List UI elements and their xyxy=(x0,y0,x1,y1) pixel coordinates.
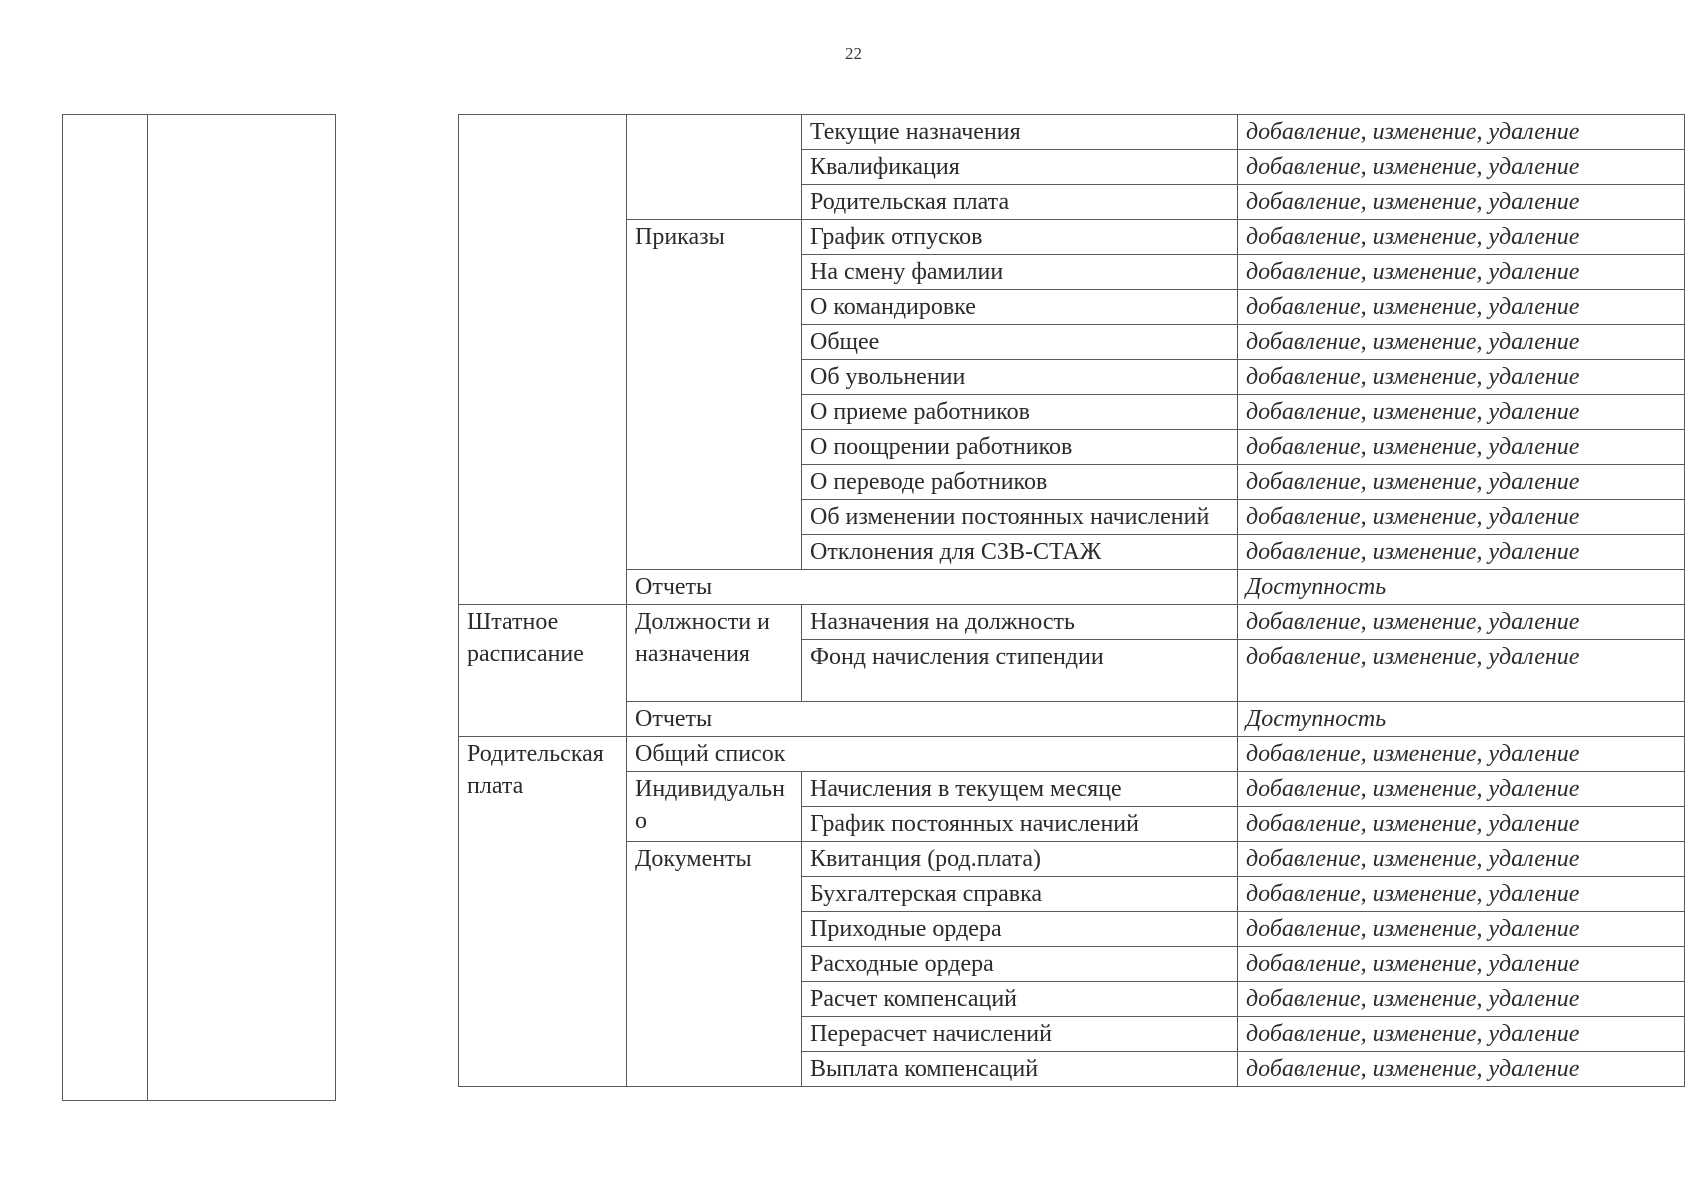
operations-cell: добавление, изменение, удаление xyxy=(1238,430,1685,465)
empty-column-1 xyxy=(63,115,148,1101)
item-name: График отпусков xyxy=(802,220,1238,255)
table-row xyxy=(459,220,1685,255)
item-name: Квитанция (род.плата) xyxy=(802,842,1238,877)
table-row xyxy=(459,772,1685,807)
rights-table xyxy=(458,114,1685,1087)
operations-cell: добавление, изменение, удаление xyxy=(1238,395,1685,430)
item-name: Перерасчет начислений xyxy=(802,1017,1238,1052)
item-name: График постоянных начислений xyxy=(802,807,1238,842)
table-row xyxy=(459,605,1685,640)
operations-cell: добавление, изменение, удаление xyxy=(1238,605,1685,640)
subgroup-cell-continued xyxy=(627,115,802,220)
item-name: Бухгалтерская справка xyxy=(802,877,1238,912)
left-empty-columns xyxy=(62,114,336,1101)
item-name: Текущие назначения xyxy=(802,115,1238,150)
item-name: О командировке xyxy=(802,290,1238,325)
operations-cell: добавление, изменение, удаление xyxy=(1238,185,1685,220)
subgroup-prikazy: Приказы xyxy=(627,220,802,570)
item-name: Квалификация xyxy=(802,150,1238,185)
item-name: Об изменении постоянных начислений xyxy=(802,500,1238,535)
operations-cell: добавление, изменение, удаление xyxy=(1238,982,1685,1017)
item-name: Назначения на должность xyxy=(802,605,1238,640)
item-name: Фонд начисления стипендии xyxy=(802,640,1238,702)
operations-cell: добавление, изменение, удаление xyxy=(1238,947,1685,982)
subgroup-positions: Должности и назначения xyxy=(627,605,802,702)
item-name: О переводе работников xyxy=(802,465,1238,500)
operations-cell: добавление, изменение, удаление xyxy=(1238,500,1685,535)
item-name: О приеме работников xyxy=(802,395,1238,430)
subgroup-documents: Документы xyxy=(627,842,802,1087)
operations-cell: добавление, изменение, удаление xyxy=(1238,360,1685,395)
table-row xyxy=(459,570,1685,605)
reports-row-label: Отчеты xyxy=(627,702,1238,737)
operations-cell: добавление, изменение, удаление xyxy=(1238,640,1685,702)
table-row xyxy=(459,702,1685,737)
general-list-label: Общий список xyxy=(627,737,1238,772)
table-row xyxy=(459,115,1685,150)
item-name: Выплата компенсаций xyxy=(802,1052,1238,1087)
operations-cell: добавление, изменение, удаление xyxy=(1238,807,1685,842)
operations-cell: добавление, изменение, удаление xyxy=(1238,325,1685,360)
operations-cell: добавление, изменение, удаление xyxy=(1238,220,1685,255)
operations-cell: добавление, изменение, удаление xyxy=(1238,115,1685,150)
operations-cell: добавление, изменение, удаление xyxy=(1238,255,1685,290)
operations-cell: добавление, изменение, удаление xyxy=(1238,1017,1685,1052)
item-name: Общее xyxy=(802,325,1238,360)
reports-row-label: Отчеты xyxy=(627,570,1238,605)
item-name: Родительская плата xyxy=(802,185,1238,220)
operations-cell: добавление, изменение, удаление xyxy=(1238,737,1685,772)
operations-cell: добавление, изменение, удаление xyxy=(1238,290,1685,325)
group-roditelskaya-plata: Родительская плата xyxy=(459,737,627,1087)
item-name: Расчет компенсаций xyxy=(802,982,1238,1017)
item-name: Об увольнении xyxy=(802,360,1238,395)
page-number: 22 xyxy=(845,44,862,63)
availability-cell: Доступность xyxy=(1238,702,1685,737)
operations-cell: добавление, изменение, удаление xyxy=(1238,842,1685,877)
item-name: Отклонения для СЗВ-СТАЖ xyxy=(802,535,1238,570)
operations-cell: добавление, изменение, удаление xyxy=(1238,877,1685,912)
operations-cell: добавление, изменение, удаление xyxy=(1238,465,1685,500)
item-name: Приходные ордера xyxy=(802,912,1238,947)
table-row xyxy=(459,842,1685,877)
group-cell-continued xyxy=(459,115,627,605)
table-row xyxy=(459,737,1685,772)
item-name: На смену фамилии xyxy=(802,255,1238,290)
operations-cell: добавление, изменение, удаление xyxy=(1238,1052,1685,1087)
item-name: О поощрении работников xyxy=(802,430,1238,465)
empty-column-2 xyxy=(148,115,336,1101)
group-shtatnoe-raspisanie: Штатное расписание xyxy=(459,605,627,737)
operations-cell: добавление, изменение, удаление xyxy=(1238,772,1685,807)
subgroup-individually: Индивидуально xyxy=(627,772,802,842)
operations-cell: добавление, изменение, удаление xyxy=(1238,535,1685,570)
item-name: Начисления в текущем месяце xyxy=(802,772,1238,807)
availability-cell: Доступность xyxy=(1238,570,1685,605)
operations-cell: добавление, изменение, удаление xyxy=(1238,150,1685,185)
item-name: Расходные ордера xyxy=(802,947,1238,982)
operations-cell: добавление, изменение, удаление xyxy=(1238,912,1685,947)
